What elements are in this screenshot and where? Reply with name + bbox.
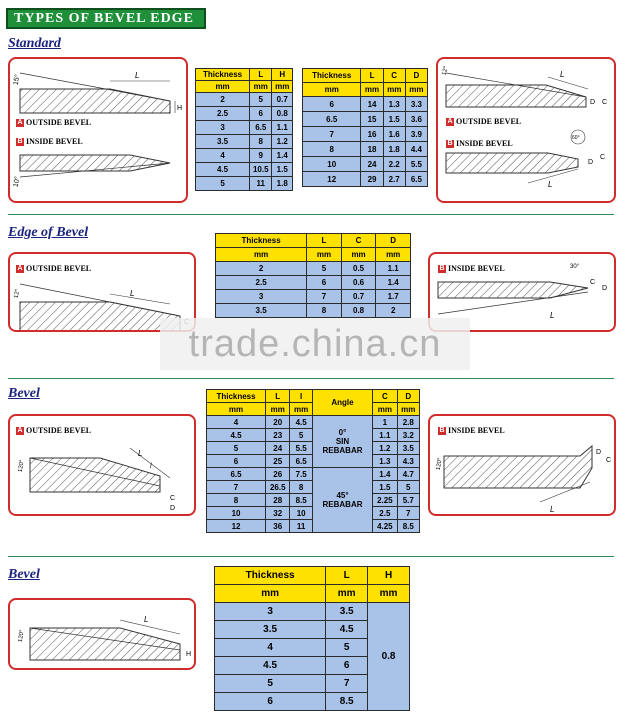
table-cell: 4.25 bbox=[373, 520, 397, 533]
svg-text:l: l bbox=[150, 463, 152, 470]
standard-inside-diagram bbox=[436, 57, 616, 203]
table-cell: 1.4 bbox=[373, 468, 397, 481]
dim-L: L bbox=[135, 71, 140, 80]
table-row bbox=[196, 163, 293, 177]
table-cell: 1.8 bbox=[383, 142, 405, 157]
table-cell: 3.5 bbox=[216, 304, 307, 318]
svg-text:C: C bbox=[602, 99, 608, 106]
separator bbox=[8, 556, 614, 557]
table-cell: 4.4 bbox=[405, 142, 427, 157]
svg-text:L: L bbox=[138, 449, 143, 458]
svg-text:C: C bbox=[600, 154, 606, 161]
table-cell: 25 bbox=[266, 455, 290, 468]
table-cell: 5 bbox=[290, 429, 312, 442]
label-a-icon: A bbox=[17, 265, 23, 272]
table-body bbox=[196, 93, 293, 191]
table-cell: 1.1 bbox=[272, 121, 293, 135]
inside-bevel-label: B INSIDE BEVEL bbox=[439, 264, 505, 273]
table-cell: 6.5 bbox=[207, 468, 266, 481]
table-row bbox=[303, 157, 428, 172]
table-cell: 29 bbox=[361, 172, 383, 187]
table-body bbox=[215, 603, 410, 711]
table-units-row: mm mm mm mm mm bbox=[207, 403, 420, 416]
table-cell: 1.4 bbox=[376, 276, 411, 290]
table-cell: 36 bbox=[266, 520, 290, 533]
table-cell: 7 bbox=[307, 290, 342, 304]
table-cell: 5.5 bbox=[290, 442, 312, 455]
outside-bevel-label: A OUTSIDE BEVEL bbox=[17, 264, 92, 273]
table-cell: 0.6 bbox=[341, 276, 376, 290]
table-cell: 2 bbox=[216, 262, 307, 276]
table-body bbox=[207, 416, 420, 533]
table-cell: 6.5 bbox=[303, 112, 361, 127]
table-cell: 2.8 bbox=[397, 416, 419, 429]
table-cell: 11 bbox=[290, 520, 312, 533]
table-row bbox=[303, 127, 428, 142]
table-row bbox=[303, 172, 428, 187]
table-cell: 3.6 bbox=[405, 112, 427, 127]
table-header-row: Thickness L H bbox=[215, 567, 410, 585]
table-cell: 1.8 bbox=[272, 177, 293, 191]
table-cell: 3 bbox=[196, 121, 250, 135]
table-cell: 4 bbox=[207, 416, 266, 429]
svg-text:D: D bbox=[596, 449, 602, 456]
table-cell: 14 bbox=[361, 97, 383, 112]
table-cell: 8 bbox=[207, 494, 266, 507]
table-cell: 8.5 bbox=[290, 494, 312, 507]
svg-text:C: C bbox=[606, 457, 612, 464]
table-cell: 4.5 bbox=[326, 621, 368, 639]
table-units-row: mm mm mm mm bbox=[216, 248, 411, 262]
table-cell: 12 bbox=[303, 172, 361, 187]
table-header-row: Thickness L H bbox=[196, 69, 293, 81]
table-cell: 3.5 bbox=[196, 135, 250, 149]
table-cell: 7 bbox=[303, 127, 361, 142]
table-cell: 1.3 bbox=[383, 97, 405, 112]
table-cell: 10 bbox=[207, 507, 266, 520]
table-cell: 1.4 bbox=[272, 149, 293, 163]
table-cell: 6 bbox=[326, 657, 368, 675]
table-cell: 1.6 bbox=[383, 127, 405, 142]
table-cell: 7 bbox=[207, 481, 266, 494]
table-edge-of-bevel bbox=[215, 233, 411, 318]
separator bbox=[8, 214, 614, 215]
table-cell: 7 bbox=[397, 507, 419, 520]
table-row bbox=[196, 149, 293, 163]
svg-text:120°: 120° bbox=[17, 459, 26, 473]
table-cell: 1.2 bbox=[373, 442, 397, 455]
svg-text:H: H bbox=[177, 105, 183, 112]
table-cell: 0.8 bbox=[272, 107, 293, 121]
svg-text:D: D bbox=[588, 159, 594, 166]
table-body bbox=[216, 262, 411, 318]
table-cell: 0.7 bbox=[341, 290, 376, 304]
table-cell: 8.5 bbox=[397, 520, 419, 533]
table-cell: 6 bbox=[215, 693, 326, 711]
label-a-icon: A bbox=[17, 119, 23, 126]
bevel-drawing bbox=[10, 59, 188, 203]
table-row bbox=[303, 112, 428, 127]
table-cell: 9 bbox=[250, 149, 272, 163]
table-row bbox=[216, 262, 411, 276]
table-cell: 8 bbox=[250, 135, 272, 149]
table-cell: 26.5 bbox=[266, 481, 290, 494]
table-cell: 12 bbox=[207, 520, 266, 533]
table-units-row: mm mm mm mm bbox=[303, 83, 428, 97]
table-cell: 1.5 bbox=[383, 112, 405, 127]
label-b-icon: B bbox=[17, 138, 23, 145]
svg-text:30°: 30° bbox=[570, 264, 580, 270]
table-cell: 4.5 bbox=[196, 163, 250, 177]
table-row bbox=[216, 290, 411, 304]
table-cell: 5 bbox=[326, 639, 368, 657]
table-cell: 1.7 bbox=[376, 290, 411, 304]
label-a-icon: A bbox=[17, 427, 23, 434]
table-cell: 8 bbox=[307, 304, 342, 318]
svg-text:10°: 10° bbox=[12, 176, 22, 188]
svg-text:L: L bbox=[548, 180, 553, 189]
table-cell: 18 bbox=[361, 142, 383, 157]
table-cell: 4.3 bbox=[397, 455, 419, 468]
table-standard-1 bbox=[195, 68, 293, 191]
table-bevel bbox=[206, 389, 420, 533]
page-header: TYPES OF BEVEL EDGE bbox=[6, 8, 206, 29]
watermark: trade.china.cn bbox=[160, 318, 470, 370]
table-cell: 3.5 bbox=[215, 621, 326, 639]
table-row bbox=[207, 416, 420, 429]
table-cell: 1.5 bbox=[272, 163, 293, 177]
table-bevel-2 bbox=[214, 566, 410, 711]
h-value-cell: 0.8 bbox=[368, 603, 410, 711]
table-cell: 2.25 bbox=[373, 494, 397, 507]
section-title-edge-of-bevel: Edge of Bevel bbox=[8, 225, 89, 240]
table-cell: 3.9 bbox=[405, 127, 427, 142]
angle-cell-bottom: 45° REBABAR bbox=[312, 468, 372, 533]
table-cell: 5 bbox=[207, 442, 266, 455]
svg-text:60°: 60° bbox=[572, 135, 580, 141]
table-cell: 2 bbox=[196, 93, 250, 107]
svg-text:120°: 120° bbox=[17, 629, 26, 643]
table-cell: 6 bbox=[250, 107, 272, 121]
table-cell: 11 bbox=[250, 177, 272, 191]
table-cell: 26 bbox=[266, 468, 290, 481]
table-cell: 5 bbox=[250, 93, 272, 107]
angle-cell-top: 0° SIN REBABAR bbox=[312, 416, 372, 468]
svg-text:H: H bbox=[186, 651, 192, 658]
table-cell: 6 bbox=[303, 97, 361, 112]
table-row bbox=[196, 93, 293, 107]
table-cell: 4 bbox=[215, 639, 326, 657]
svg-text:L: L bbox=[560, 70, 565, 79]
table-cell: 5 bbox=[307, 262, 342, 276]
table-cell: 1.1 bbox=[376, 262, 411, 276]
svg-text:D: D bbox=[590, 99, 596, 106]
table-cell: 2.5 bbox=[216, 276, 307, 290]
table-cell: 1 bbox=[373, 416, 397, 429]
table-cell: 3 bbox=[216, 290, 307, 304]
svg-text:C: C bbox=[170, 495, 176, 502]
table-cell: 2.2 bbox=[383, 157, 405, 172]
standard-outside-diagram bbox=[8, 57, 188, 203]
table-cell: 0.8 bbox=[341, 304, 376, 318]
table-cell: 6.5 bbox=[290, 455, 312, 468]
inside-bevel-label: B INSIDE BEVEL bbox=[17, 137, 83, 146]
table-cell: 4.5 bbox=[215, 657, 326, 675]
table-cell: 10 bbox=[290, 507, 312, 520]
table-row bbox=[303, 142, 428, 157]
svg-text:12°: 12° bbox=[13, 288, 22, 299]
table-cell: 5 bbox=[215, 675, 326, 693]
bevel-outside-diagram bbox=[8, 414, 196, 516]
table-cell: 32 bbox=[266, 507, 290, 520]
table-cell: 2.5 bbox=[196, 107, 250, 121]
label-b-icon: B bbox=[439, 265, 445, 272]
table-cell: 20 bbox=[266, 416, 290, 429]
table-cell: 5.7 bbox=[397, 494, 419, 507]
svg-text:12°: 12° bbox=[441, 65, 450, 76]
table-cell: 28 bbox=[266, 494, 290, 507]
table-header-row: Thickness L C D bbox=[216, 234, 411, 248]
table-cell: 3.2 bbox=[397, 429, 419, 442]
bevel2-diagram bbox=[8, 598, 196, 670]
outside-bevel-label: A OUTSIDE BEVEL bbox=[17, 426, 92, 435]
table-cell: 6 bbox=[207, 455, 266, 468]
table-cell: 1.5 bbox=[373, 481, 397, 494]
table-cell: 15 bbox=[361, 112, 383, 127]
svg-text:D: D bbox=[170, 505, 176, 512]
table-cell: 4 bbox=[196, 149, 250, 163]
table-cell: 8 bbox=[290, 481, 312, 494]
table-cell: 2 bbox=[376, 304, 411, 318]
table-cell: 5 bbox=[397, 481, 419, 494]
table-cell: 3.5 bbox=[326, 603, 368, 621]
table-cell: 6.5 bbox=[405, 172, 427, 187]
table-cell: 23 bbox=[266, 429, 290, 442]
section-title-bevel: Bevel bbox=[8, 386, 40, 401]
section-title-standard: Standard bbox=[8, 36, 61, 51]
table-row bbox=[216, 304, 411, 318]
svg-text:L: L bbox=[144, 615, 149, 624]
table-units-row: mm mm mm bbox=[215, 585, 410, 603]
table-standard-2 bbox=[302, 68, 428, 187]
table-row bbox=[216, 276, 411, 290]
table-cell: 2.7 bbox=[383, 172, 405, 187]
table-header-row: Thickness L l Angle C D bbox=[207, 390, 420, 403]
table-cell: 6.5 bbox=[250, 121, 272, 135]
table-cell: 3.5 bbox=[397, 442, 419, 455]
table-cell: 8 bbox=[303, 142, 361, 157]
svg-text:15°: 15° bbox=[12, 74, 22, 86]
section-title-bevel-2: Bevel bbox=[8, 567, 40, 582]
table-header-row: Thickness L C D bbox=[303, 69, 428, 83]
table-cell: 16 bbox=[361, 127, 383, 142]
separator bbox=[8, 378, 614, 379]
table-cell: 4.5 bbox=[207, 429, 266, 442]
table-cell: 2.5 bbox=[373, 507, 397, 520]
svg-text:L: L bbox=[550, 505, 555, 514]
svg-text:L: L bbox=[550, 311, 555, 320]
table-row bbox=[207, 468, 420, 481]
table-cell: 10.5 bbox=[250, 163, 272, 177]
table-cell: 4.7 bbox=[397, 468, 419, 481]
table-row bbox=[303, 97, 428, 112]
outside-bevel-label: A OUTSIDE BEVEL bbox=[447, 117, 522, 126]
table-cell: 0.5 bbox=[341, 262, 376, 276]
table-cell: 1.1 bbox=[373, 429, 397, 442]
svg-text:120°: 120° bbox=[435, 457, 444, 471]
table-row bbox=[196, 121, 293, 135]
table-body bbox=[303, 97, 428, 187]
outside-bevel-label: A OUTSIDE BEVEL bbox=[17, 118, 92, 127]
table-cell: 0.7 bbox=[272, 93, 293, 107]
table-cell: 6 bbox=[307, 276, 342, 290]
svg-text:D: D bbox=[602, 285, 608, 292]
table-cell: 5.5 bbox=[405, 157, 427, 172]
label-a-icon: A bbox=[447, 118, 453, 125]
table-cell: 3.3 bbox=[405, 97, 427, 112]
svg-text:L: L bbox=[130, 289, 135, 298]
label-b-icon: B bbox=[447, 140, 453, 147]
table-cell: 1.2 bbox=[272, 135, 293, 149]
table-units-row: mm mm mm bbox=[196, 81, 293, 93]
table-row bbox=[196, 107, 293, 121]
bevel-inside-diagram bbox=[428, 414, 616, 516]
table-row bbox=[196, 177, 293, 191]
table-cell: 24 bbox=[266, 442, 290, 455]
table-cell: 8.5 bbox=[326, 693, 368, 711]
table-row bbox=[196, 135, 293, 149]
table-cell: 1.3 bbox=[373, 455, 397, 468]
table-cell: 7.5 bbox=[290, 468, 312, 481]
inside-bevel-label: B INSIDE BEVEL bbox=[447, 139, 513, 148]
table-cell: 4.5 bbox=[290, 416, 312, 429]
table-cell: 10 bbox=[303, 157, 361, 172]
table-cell: 24 bbox=[361, 157, 383, 172]
inside-bevel-label: B INSIDE BEVEL bbox=[439, 426, 505, 435]
table-cell: 7 bbox=[326, 675, 368, 693]
table-row bbox=[215, 603, 410, 621]
table-cell: 5 bbox=[196, 177, 250, 191]
table-cell: 3 bbox=[215, 603, 326, 621]
svg-text:C: C bbox=[590, 279, 596, 286]
label-b-icon: B bbox=[439, 427, 445, 434]
